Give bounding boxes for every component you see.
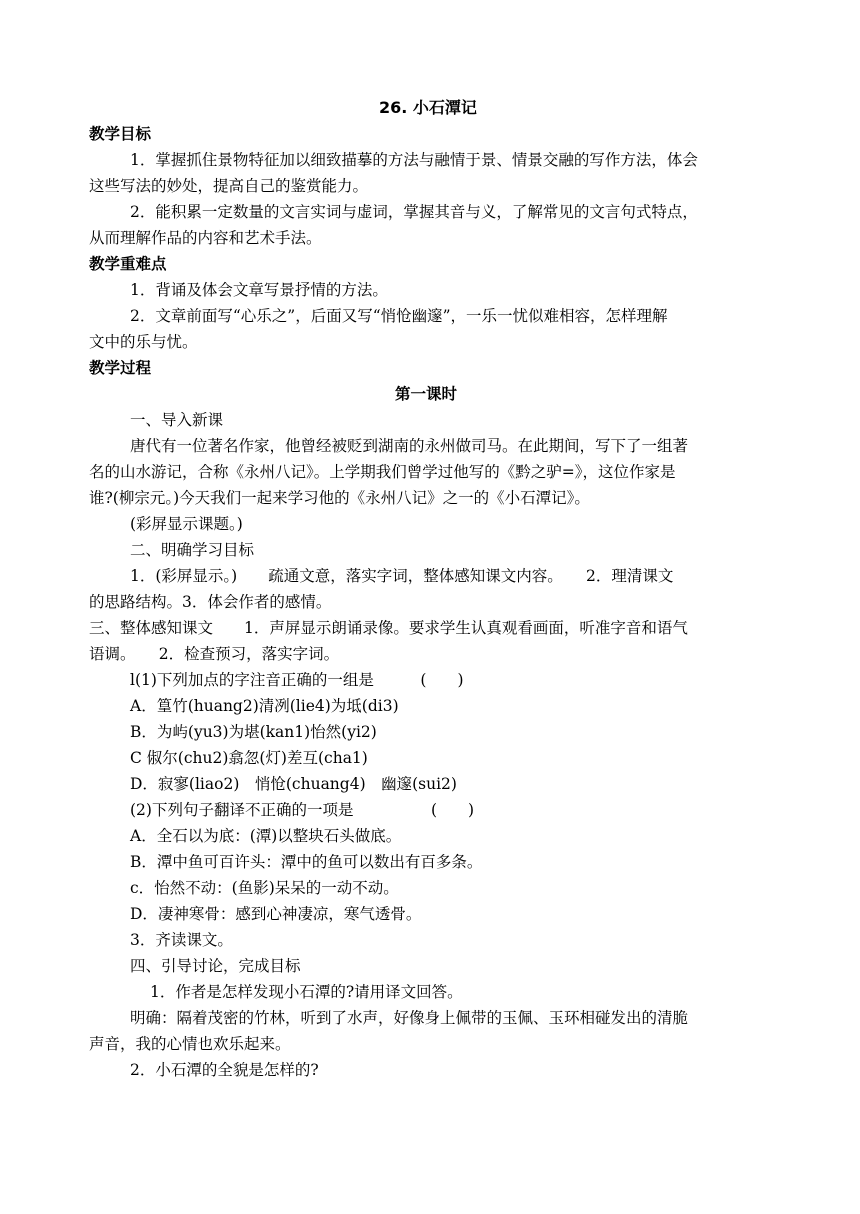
question-1-option-c: C 俶尔(chu2)翕忽(灯)差互(cha1) [130,749,368,767]
objective-2-line-2: 从而理解作品的内容和艺术手法。 [89,229,322,247]
keypoint-2-line-2: 文中的乐与忧。 [89,333,198,351]
question-1-option-a: A．篁竹(huang2)清冽(lie4)为坻(di3) [130,697,399,715]
intro-line-3: 谁?(柳宗元。)今天我们一起来学习他的《永州八记》之一的《小石潭记》。 [89,489,590,507]
process-heading: 教学过程 [89,359,152,377]
question-1-option-d: D．寂寥(liao2) 悄怆(chuang4) 幽邃(sui2) [130,775,457,793]
read-aloud: 3．齐读课文。 [130,931,233,949]
question-2: (2)下列句子翻译不正确的一项是 ( ) [130,801,475,819]
objective-1-line-1: 1．掌握抓住景物特征加以细致描摹的方法与融情于景、情景交融的写作方法，体会 [130,151,698,169]
question-2-option-d: D．凄神寒骨：感到心神凄凉，寒气透骨。 [130,905,422,923]
discussion-1: 1．作者是怎样发现小石潭的?请用译文回答。 [150,983,463,1001]
step-3-line-2: 语调。 2．检查预习，落实字词。 [89,645,340,663]
step-3-line-1: 三、整体感知课文 1．声屏显示朗诵录像。要求学生认真观看画面，听准字音和语气 [89,619,688,637]
objective-2-line-1: 2．能积累一定数量的文言实词与虚词，掌握其音与义，了解常见的文言句式特点， [130,203,698,221]
keypoint-2-line-1: 2．文章前面写“心乐之”，后面又写“悄怆幽邃”，一乐一忧似难相容，怎样理解 [130,307,668,325]
step-1-heading: 一、导入新课 [130,411,224,429]
answer-1-line-1: 明确：隔着茂密的竹林，听到了水声，好像身上佩带的玉佩、玉环相碰发出的清脆 [130,1009,689,1027]
goal-line-1: 1．(彩屏显示。) 疏通文意，落实字词，整体感知课文内容。 2．理清课文 [130,567,674,585]
objectives-heading: 教学目标 [89,125,152,143]
keypoint-1: 1．背诵及体会文章写景抒情的方法。 [130,281,388,299]
question-1: l(1)下列加点的字注音正确的一组是 ( ) [130,671,464,689]
objective-1-line-2: 这些写法的妙处，提高自己的鉴赏能力。 [89,177,369,195]
answer-1-line-2: 声音，我的心情也欢乐起来。 [89,1035,291,1053]
question-2-option-c: c．怡然不动：(鱼影)呆呆的一动不动。 [130,879,399,897]
question-2-option-a: A．全石以为底：(潭)以整块石头做底。 [130,827,402,845]
goal-line-2: 的思路结构。3．体会作者的感情。 [89,593,332,611]
discussion-2: 2．小石潭的全貌是怎样的? [130,1061,319,1079]
question-2-option-b: B．潭中鱼可百许头：潭中的鱼可以数出有百多条。 [130,853,483,871]
step-4-heading: 四、引导讨论，完成目标 [130,957,301,975]
keypoints-heading: 教学重难点 [89,255,167,273]
intro-line-1: 唐代有一位著名作家，他曾经被贬到湖南的永州做司马。在此期间，写下了一组著 [130,437,689,455]
intro-line-4: (彩屏显示课题。) [130,515,243,533]
step-2-heading: 二、明确学习目标 [130,541,255,559]
page-title: 26. 小石潭记 [379,98,477,117]
lesson-heading: 第一课时 [395,385,458,403]
intro-line-2: 名的山水游记，合称《永州八记》。上学期我们曾学过他写的《黔之驴=》，这位作家是 [89,463,676,481]
question-1-option-b: B．为屿(yu3)为堪(kan1)怡然(yi2) [130,723,377,741]
